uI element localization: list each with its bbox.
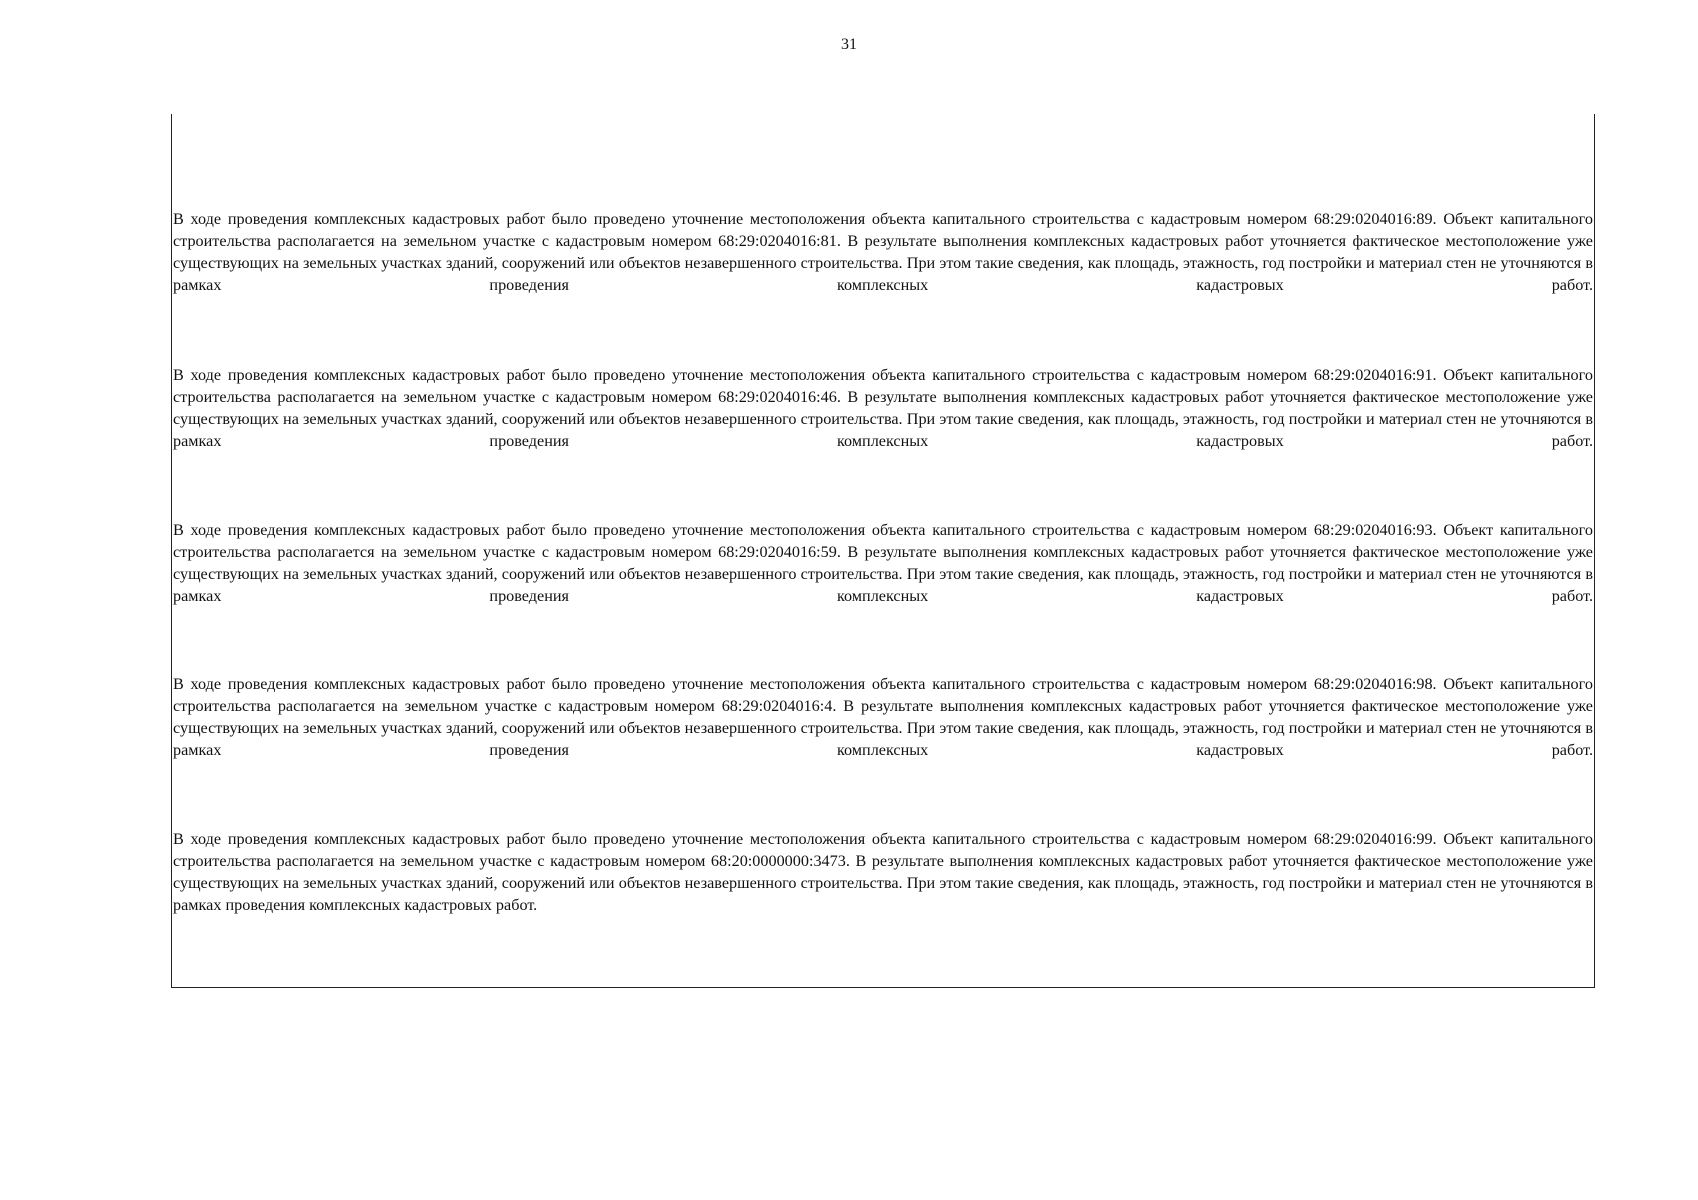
paragraph-5: В ходе проведения комплексных кадастровых работ было проведено уточнение местоположения объекта капитального строительства с кадастровым номером 68:29:0204016:99. Объект капитального строительства располагается на земельном участке с кадастровым номером 68:20:0000000:3473. В результате выполнения комплексных кадастровых работ уточняется фактическое местоположение уже существующих на земельных участках зданий, сооружений или объектов незавершенного строительства. При этом такие сведения, как площадь, этажность, год постройки и материал стен не уточняются в рамках проведения комплексных кадастровых работ. bbox=[173, 830, 1593, 914]
page-number: 31 bbox=[841, 36, 857, 53]
paragraph-2: В ходе проведения комплексных кадастровых работ было проведено уточнение местоположения объекта капитального строительства с кадастровым номером 68:29:0204016:91. Объект капитального строительства располагается на земельном участке с кадастровым номером 68:29:0204016:46. В результате выполнения комплексных кадастровых работ уточняется фактическое местоположение уже существующих на земельных участках зданий, сооружений или объектов незавершенного строительства. При этом такие сведения, как площадь, этажность, год постройки и материал стен не уточняются в рамках проведения комплексных кадастровых работ. bbox=[173, 366, 1593, 450]
paragraph-4: В ходе проведения комплексных кадастровых работ было проведено уточнение местоположения объекта капитального строительства с кадастровым номером 68:29:0204016:98. Объект капитального строительства располагается на земельном участке с кадастровым номером 68:29:0204016:4. В результате выполнения комплексных кадастровых работ уточняется фактическое местоположение уже существующих на земельных участках зданий, сооружений или объектов незавершенного строительства. При этом такие сведения, как площадь, этажность, год постройки и материал стен не уточняются в рамках проведения комплексных кадастровых работ. bbox=[173, 675, 1593, 759]
paragraph-1: В ходе проведения комплексных кадастровых работ было проведено уточнение местоположения объекта капитального строительства с кадастровым номером 68:29:0204016:89. Объект капитального строительства располагается на земельном участке с кадастровым номером 68:29:0204016:81. В результате выполнения комплексных кадастровых работ уточняется фактическое местоположение уже существующих на земельных участках зданий, сооружений или объектов незавершенного строительства. При этом такие сведения, как площадь, этажность, год постройки и материал стен не уточняются в рамках проведения комплексных кадастровых работ. bbox=[173, 210, 1593, 294]
paragraph-3: В ходе проведения комплексных кадастровых работ было проведено уточнение местоположения объекта капитального строительства с кадастровым номером 68:29:0204016:93. Объект капитального строительства располагается на земельном участке с кадастровым номером 68:29:0204016:59. В результате выполнения комплексных кадастровых работ уточняется фактическое местоположение уже существующих на земельных участках зданий, сооружений или объектов незавершенного строительства. При этом такие сведения, как площадь, этажность, год постройки и материал стен не уточняются в рамках проведения комплексных кадастровых работ. bbox=[173, 521, 1593, 605]
